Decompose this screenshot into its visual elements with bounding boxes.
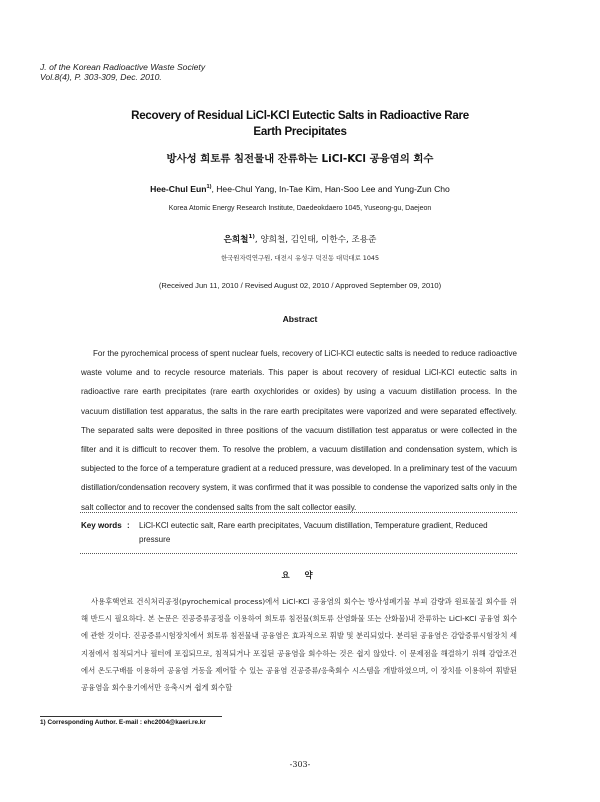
korean-abstract-text: 사용후핵연료 건식처리공정(pyrochemical process)에서 LiCl-KCl 공융염의 회수는 방사성폐기물 부피 감량과 원료물질 회수를 위해 반드시 필요하다. 본 논문은 진공증류공정을 이용하여 희토류 침전물(희토류 산염화물 또는 산화물)내 잔류하는 LiCl-KCl 공융염 회수에 관한 것이다. 진공증류시험장치에서 희토류 침전물내 공융염은 효과적으로 휘발 및 분리되었다. 분리된 공융염은 감압증류시험장치 세 지점에서 침적되거나 필터에 포집되므로, 침적되거나 포집된 공융염을 회수하는 것은 쉽지 않았다. 이 문제점을 해결하기 위해 감압조건에서 온도구배를 이용하여 공융염 거동을 제어할 수 있는 공융염 진공증류/응축회수 시스템을 개발하였으며, 이 장치를 이용하여 휘발된 공융염을 회수용기에서만 응축시켜 쉽게 회수할 bbox=[81, 597, 517, 693]
affiliation-english: Korea Atomic Energy Research Institute, Daedeokdaero 1045, Yuseong-gu, Daejeon bbox=[168, 205, 432, 212]
paper-title-korean: 방사성 희토류 침전물내 잔류하는 LiCl-KCl 공융염의 회수 bbox=[166, 153, 434, 165]
page-number: -303- bbox=[289, 760, 311, 769]
affiliation-korean: 한국원자력연구원, 대전시 유성구 덕진동 대덕대로 1045 bbox=[220, 254, 380, 262]
keywords-top-divider bbox=[80, 512, 517, 513]
keywords-block bbox=[81, 519, 517, 547]
paper-title-english bbox=[0, 108, 600, 140]
korean-abstract-heading: 요 약 bbox=[281, 570, 319, 580]
abstract-heading: Abstract bbox=[282, 314, 318, 324]
keywords-bottom-divider bbox=[80, 553, 517, 554]
title-line-2: Earth Precipitates bbox=[253, 125, 347, 138]
corresponding-author: Hee-Chul Eun bbox=[150, 184, 207, 194]
corresponding-author-footnote: 1) Corresponding Author. E-mail : ehc2004@kaeri.re.kr bbox=[40, 719, 206, 726]
journal-name: J. of the Korean Radioactive Waste Society bbox=[40, 62, 206, 72]
co-authors-korean: , 양희철, 김인태, 이한수, 조용준 bbox=[254, 235, 377, 245]
abstract-text: For the pyrochemical process of spent nuclear fuels, recovery of LiCl-KCl eutectic salts is needed to reduce radioactive waste volume and to recycle resource materials. This paper is about recovery of residual LiCl-KCl eutectic salts in radioactive rare earth precipitates (rare earth oxychlorides or oxides) by using a vacuum distillation process. In the vacuum distillation test apparatus, the salts in the rare earth precipitates were vaporized and were separated effectively. The separated salts were deposited in three positions of the vacuum distillation test apparatus or were collected in the filter and it is difficult to recover them. To resolve the problem, a vacuum distillation and condensation system, which is subjected to the force of a temperature gradient at a reduced pressure, was developed. In a preliminary test of the vacuum distillation/condensation recovery system, it was confirmed that it was possible to condense the vaporized salts only in the salt collector and to recover the condensed salts from the salt collector easily. bbox=[81, 349, 517, 512]
author-footnote-mark-korean: 1) bbox=[248, 234, 255, 241]
co-authors: , Hee-Chul Yang, In-Tae Kim, Han-Soo Lee and Yung-Zun Cho bbox=[211, 184, 450, 194]
keywords-text: LiCl-KCl eutectic salt, Rare earth precipitates, Vacuum distillation, Temperature gradient, Reduced pressure bbox=[139, 521, 488, 544]
title-line-1: Recovery of Residual LiCl-KCl Eutectic Salts in Radioactive Rare bbox=[131, 109, 469, 122]
footnote-rule bbox=[40, 716, 222, 717]
corresponding-author-korean: 은희철 bbox=[223, 235, 249, 245]
keywords-label: Key words bbox=[81, 521, 122, 530]
received-dates: (Received Jun 11, 2010 / Revised August 02, 2010 / Approved September 09, 2010) bbox=[158, 281, 442, 290]
author-list-korean bbox=[0, 233, 600, 245]
journal-citation bbox=[40, 62, 205, 82]
keywords-colon: : bbox=[127, 521, 130, 530]
journal-volume: Vol.8(4), P. 303-309, Dec. 2010. bbox=[40, 72, 162, 82]
author-footnote-mark: 1) bbox=[206, 184, 212, 191]
author-list-english bbox=[0, 184, 600, 194]
